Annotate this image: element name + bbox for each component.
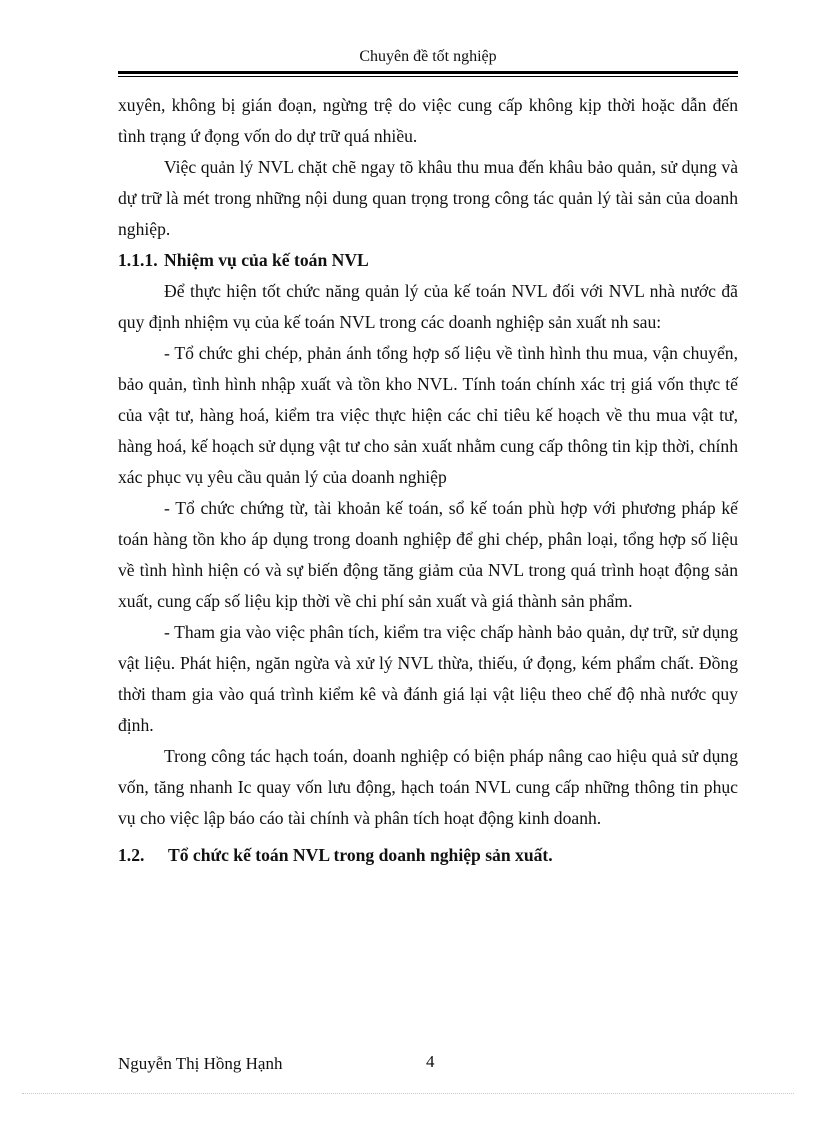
section-number: 1.2. xyxy=(118,845,145,865)
section-heading-1-2 xyxy=(118,840,738,871)
paragraph: - Tham gia vào việc phân tích, kiểm tra việc chấp hành bảo quản, dự trữ, sử dụng vật liệu. Phát hiện, ngăn ngừa và xử lý NVL thừa, thiếu, ứ đọng, kém phẩm chất. Đồng thời tham gia vào quá trình kiểm kê và đánh giá lại vật liệu theo chế độ nhà nước quy định. xyxy=(118,622,738,735)
document-body xyxy=(118,90,738,871)
paragraph: xuyên, không bị gián đoạn, ngừng trệ do việc cung cấp không kịp thời hoặc dẫn đến tình trạng ứ đọng vốn do dự trữ quá nhiều. xyxy=(118,95,738,146)
section-title: Tổ chức kế toán NVL trong doanh nghiệp sản xuất. xyxy=(168,845,553,865)
page-bottom-divider xyxy=(22,1093,794,1094)
page-number: 4 xyxy=(426,1052,435,1071)
footer-author: Nguyễn Thị Hồng Hạnh xyxy=(118,1054,283,1073)
paragraph: Để thực hiện tốt chức năng quản lý của kế toán NVL đối với NVL nhà nước đã quy định nhiệm vụ của kế toán NVL trong các doanh nghiệp sản xuất nh sau: xyxy=(118,281,738,332)
header-rule-thin xyxy=(118,76,738,77)
page-header-title: Chuyên đề tốt nghiệp xyxy=(359,48,497,65)
paragraph: - Tổ chức chứng từ, tài khoản kế toán, sổ kế toán phù hợp với phương pháp kế toán hàng tồn kho áp dụng trong doanh nghiệp để ghi chép, phân loại, tổng hợp số liệu về tình hình hiện có và sự biến động tăng giảm của NVL trong quá trình hoạt động sản xuất, cung cấp số liệu kịp thời về chi phí sản xuất và giá thành sản phẩm. xyxy=(118,498,738,611)
header-rule-thick xyxy=(118,71,738,74)
paragraph: Việc quản lý NVL chặt chẽ ngay tõ khâu thu mua đến khâu bảo quản, sử dụng và dự trữ là mét trong những nội dung quan trọng trong công tác quản lý tài sản của doanh nghiệp. xyxy=(118,157,738,239)
section-heading-1-1-1 xyxy=(118,245,738,276)
paragraph: - Tổ chức ghi chép, phản ánh tổng hợp số liệu về tình hình thu mua, vận chuyển, bảo quản, tình hình nhập xuất và tồn kho NVL. Tính toán chính xác trị giá vốn thực tế của vật tư, hàng hoá, kiểm tra việc thực hiện các chỉ tiêu kế hoạch về thu mua vật tư, hàng hoá, kế hoạch sử dụng vật tư cho sản xuất nhằm cung cấp thông tin kịp thời, chính xác phục vụ yêu cầu quản lý của doanh nghiệp xyxy=(118,343,738,487)
section-title: Nhiệm vụ của kế toán NVL xyxy=(164,250,369,270)
paragraph: Trong công tác hạch toán, doanh nghiệp có biện pháp nâng cao hiệu quả sử dụng vốn, tăng nhanh Ic quay vốn lưu động, hạch toán NVL cung cấp những thông tin phục vụ cho việc lập báo cáo tài chính và phân tích hoạt động kinh doanh. xyxy=(118,746,738,828)
section-number: 1.1.1. xyxy=(118,250,158,270)
